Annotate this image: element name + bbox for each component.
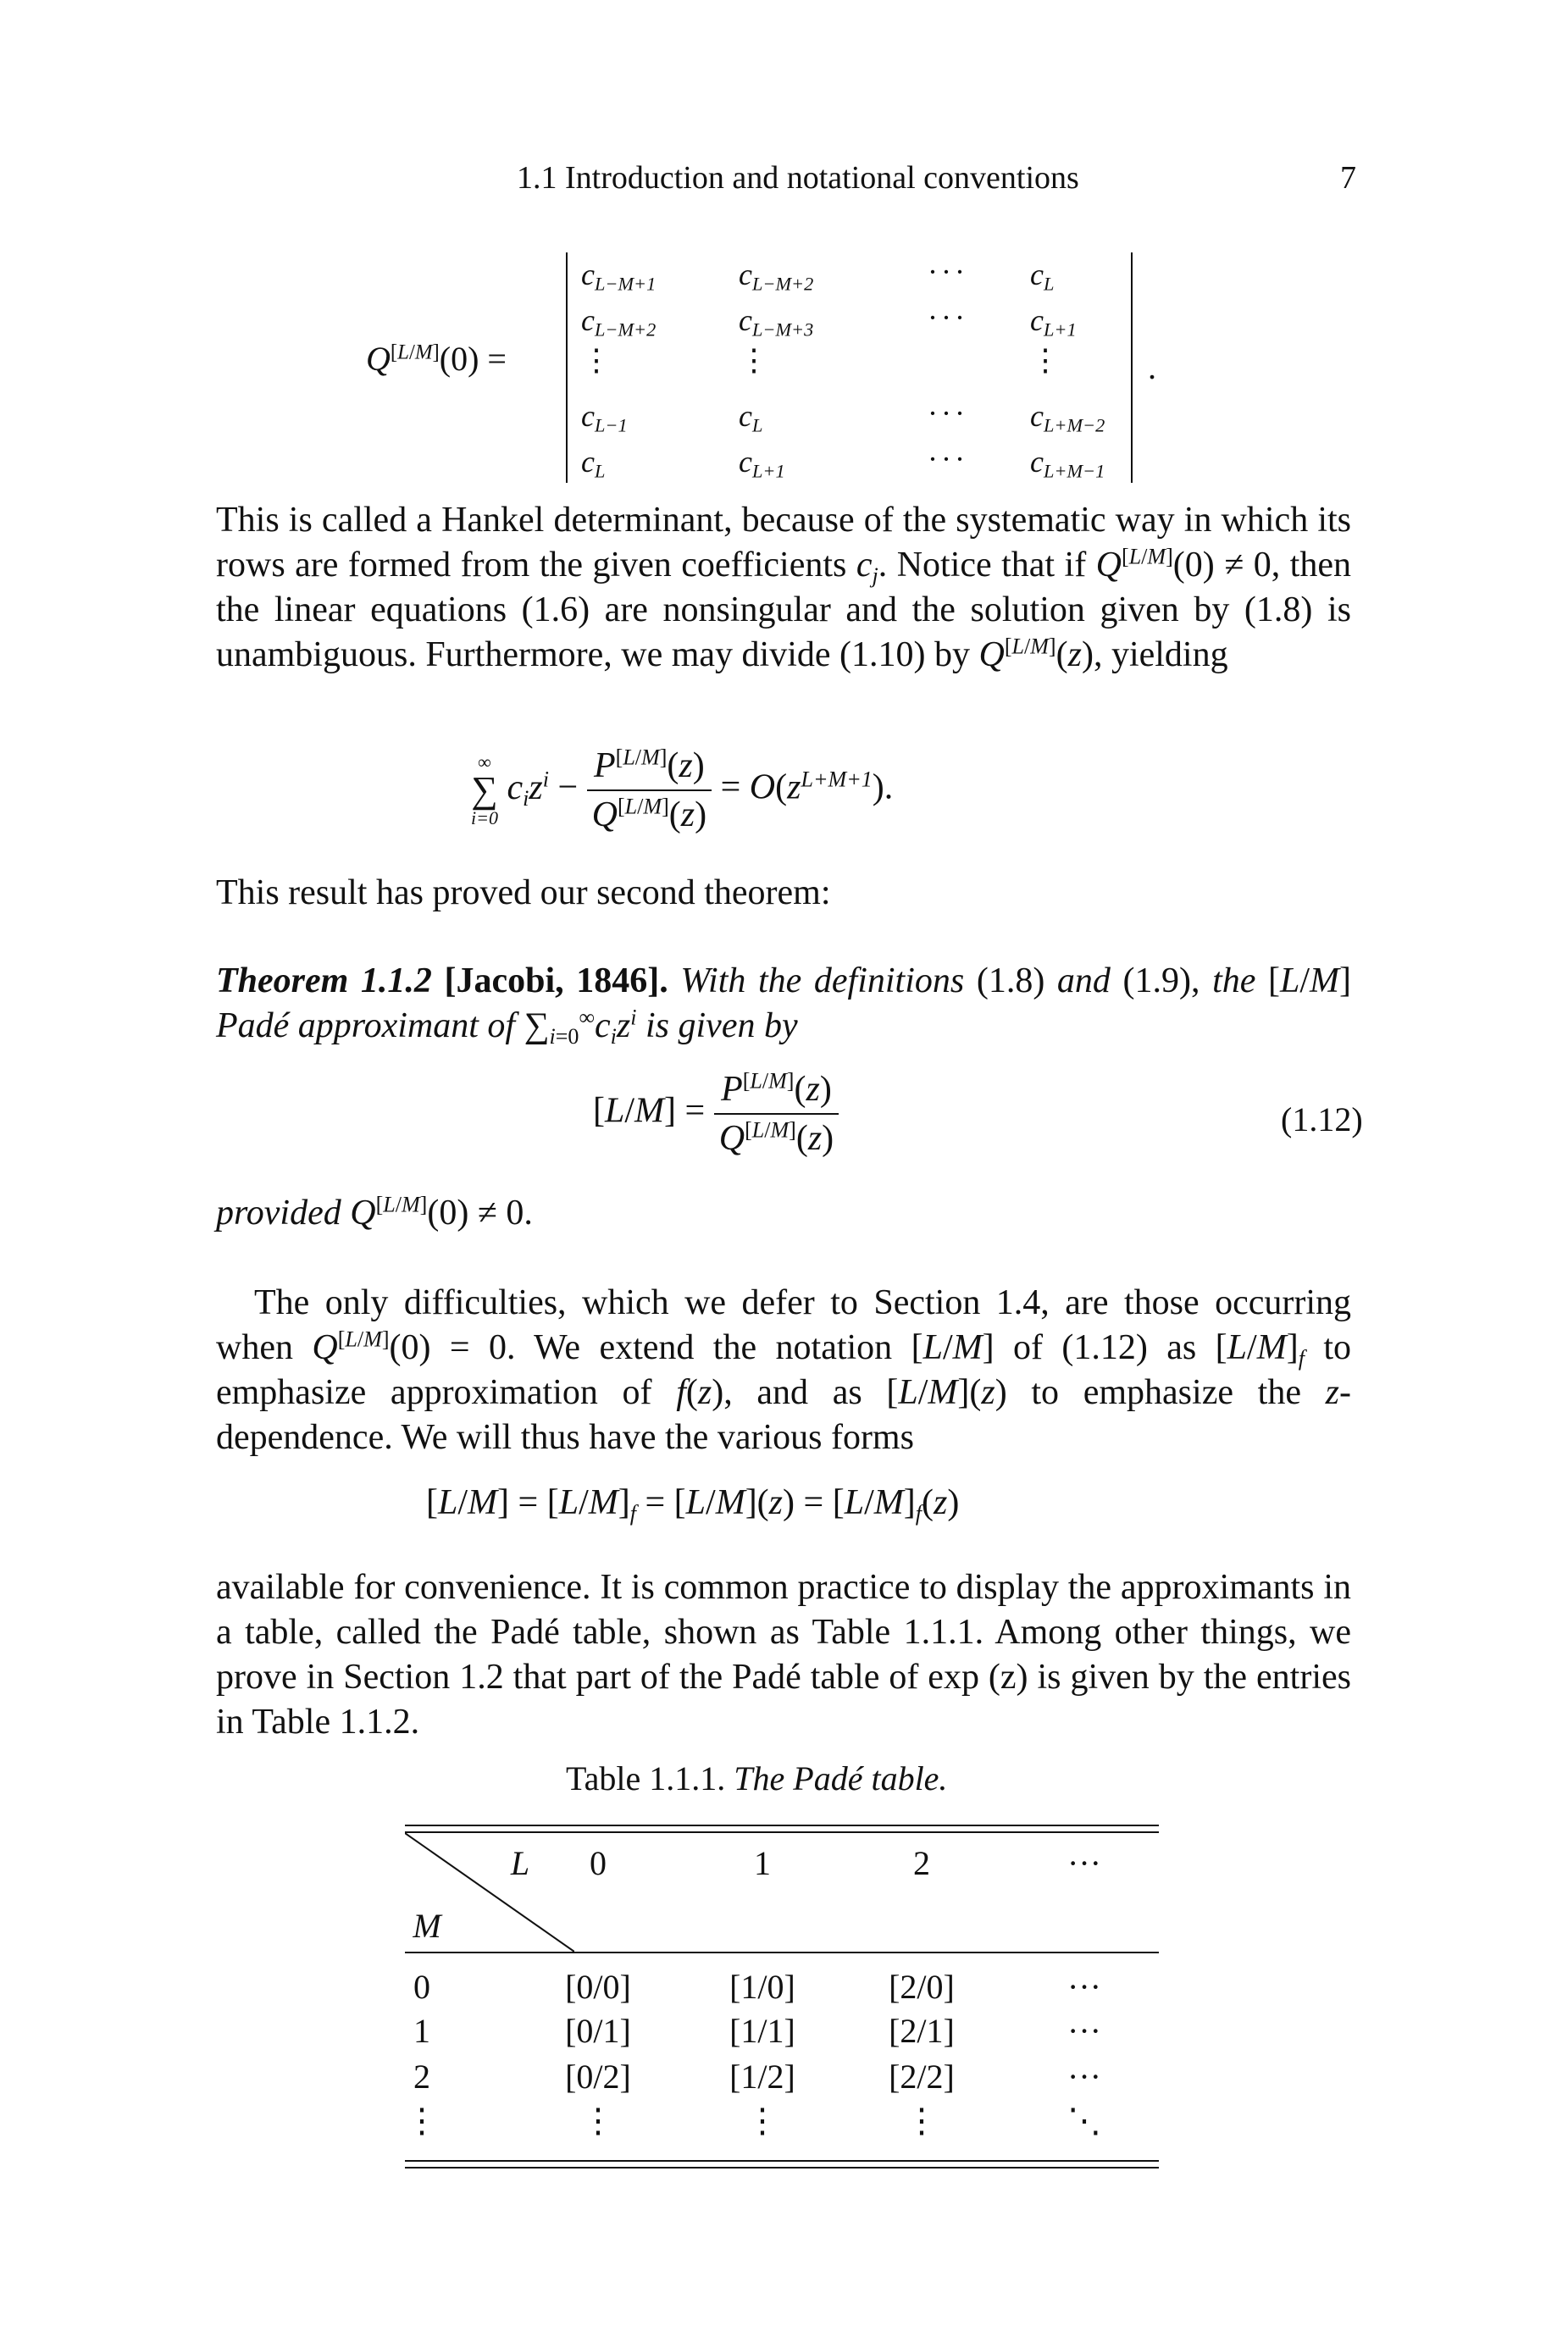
table-cell: [0/0]: [565, 1968, 631, 2006]
det-dots: ···: [928, 255, 968, 289]
det-vdots: ⋮: [581, 343, 612, 377]
det-cell: $c_{L-M+2}$: [739, 258, 814, 295]
table-cell: ⋮: [581, 2102, 615, 2140]
row-label: 0: [413, 1968, 430, 2006]
det-cell: $c_{L+M-1}$: [1030, 445, 1105, 482]
det-cell: $c_{L-1}$: [581, 399, 628, 436]
table-cell: [0/1]: [565, 2012, 631, 2050]
page-number: 7: [1340, 160, 1356, 196]
determinant-left-bar: [566, 252, 568, 483]
col-header: 1: [754, 1844, 771, 1882]
table-cell: ⋱: [1067, 2102, 1101, 2140]
row-label: 2: [413, 2058, 430, 2096]
paragraph-pade-table: [216, 1565, 1351, 1745]
paragraph-result-text: This result has proved our second theorem:: [216, 873, 831, 912]
table-cell: [1/2]: [729, 2058, 795, 2096]
theorem-proviso: provided Q[L/M](0) ≠ 0.: [216, 1192, 533, 1232]
det-cell: $c_{L-M+1}$: [581, 258, 657, 295]
table-bottom-rule: [405, 2160, 1159, 2162]
paragraph-result: [216, 871, 1351, 916]
theorem-label: Theorem 1.1.2: [216, 961, 432, 1000]
table-cell: ···: [1067, 2058, 1101, 2096]
theorem-citation: [Jacobi, 1846].: [444, 961, 668, 1000]
table-cell: ⋮: [745, 2102, 779, 2140]
paragraph-pade-table-text: available for convenience. It is common practice to display the approximants in a table, called the Padé table, shown as Table 1.1.1. Among other things, we prove in Section 1.2 that part of the Padé table of exp (z) is given by the entries in Table 1.1.2.: [216, 1568, 1351, 1742]
det-cell: $c_{L+1}$: [739, 445, 785, 482]
table-cell: [1/0]: [729, 1968, 795, 2006]
table-cell: [1/1]: [729, 2012, 795, 2050]
det-vdots: ⋮: [739, 343, 769, 377]
det-dots: ···: [928, 301, 968, 335]
col-header: 2: [913, 1844, 930, 1882]
det-cell: $c_{L-M+3}$: [739, 303, 814, 341]
det-cell: $c_L$: [739, 399, 763, 436]
row-label: 1: [413, 2012, 430, 2050]
det-dots: ···: [928, 396, 968, 430]
equation-forms: $[L/M] = [L/M]_f = [L/M](z) = [L/M]_f(z)$: [426, 1483, 960, 1526]
table-caption-number: Table 1.1.1.: [566, 1759, 726, 1797]
det-cell: $c_L$: [581, 445, 606, 482]
col-axis-label: L: [510, 1844, 530, 1882]
equation-number: (1.12): [1281, 1100, 1363, 1138]
determinant-right-bar: [1131, 252, 1133, 483]
paragraph-difficulties: The only difficulties, which we defer to Section 1.4, are those occurring when Q[L/M](0) = 0. We extend the notation [L/M] of (1.12) as $[L/M]_f$ to emphasize approximation of f(z), and as [L/M](z) to emphasize the z-dependence. We will thus have the various forms: [216, 1283, 1352, 1457]
det-cell: $c_{L-M+2}$: [581, 303, 657, 341]
table-caption: [566, 1759, 947, 1798]
table-top-rule: [405, 1825, 1159, 1826]
theorem-statement: Theorem 1.1.2 [Jacobi, 1846]. With the definitions (1.8) and (1.9), the [L/M] Padé approximant of $\sum_{i=0}^\infty c_iz^i$ is given by: [216, 961, 1352, 1049]
paragraph-hankel: This is called a Hankel determinant, because of the systematic way in which its rows are formed from the given coefficients $c_j$. Notice that if Q[L/M](0) ≠ 0, then the linear equations (1.6) are nonsingular and the solution given by (1.8) is unambiguous. Furthermore, we may divide (1.10) by Q[L/M](z), yielding: [216, 501, 1351, 674]
determinant-period: .: [1148, 348, 1156, 386]
running-head-title: 1.1 Introduction and notational conventions: [517, 160, 1079, 196]
det-cell: $c_{L+M-2}$: [1030, 399, 1105, 436]
col-header: 0: [590, 1844, 607, 1882]
det-vdots: ⋮: [1030, 343, 1061, 377]
table-cell: [2/1]: [889, 2012, 955, 2050]
table-caption-title: The Padé table.: [734, 1759, 948, 1797]
table-cell: [0/2]: [565, 2058, 631, 2096]
row-label: ⋮: [405, 2102, 439, 2140]
equation-1-12: [L/M] = $\frac{P^{[L/M]}(z)}{Q^{[L/M]}(z)}$: [593, 1069, 839, 1159]
table-cell: ⋮: [905, 2102, 939, 2140]
det-cell: $c_L$: [1030, 258, 1055, 295]
table-cell: [2/2]: [889, 2058, 955, 2096]
determinant-lhs: Q[L/M](0) =: [366, 340, 507, 378]
col-header: ···: [1067, 1844, 1101, 1882]
table-cell: ···: [1067, 1968, 1101, 2006]
row-axis-label: M: [413, 1907, 441, 1945]
det-cell: $c_{L+1}$: [1030, 303, 1077, 341]
equation-series-remainder: ∞ ∑ i=0 $c_iz^i$ − $\frac{P^{[L/M]}(z)}{Q^{[L/M]}(z)}$ = $O(z^{L+M+1})$.: [471, 745, 894, 834]
table-cell: [2/0]: [889, 1968, 955, 2006]
det-dots: ···: [928, 442, 968, 476]
table-cell: ···: [1067, 2012, 1101, 2050]
table-bottom-rule: [405, 2167, 1159, 2169]
